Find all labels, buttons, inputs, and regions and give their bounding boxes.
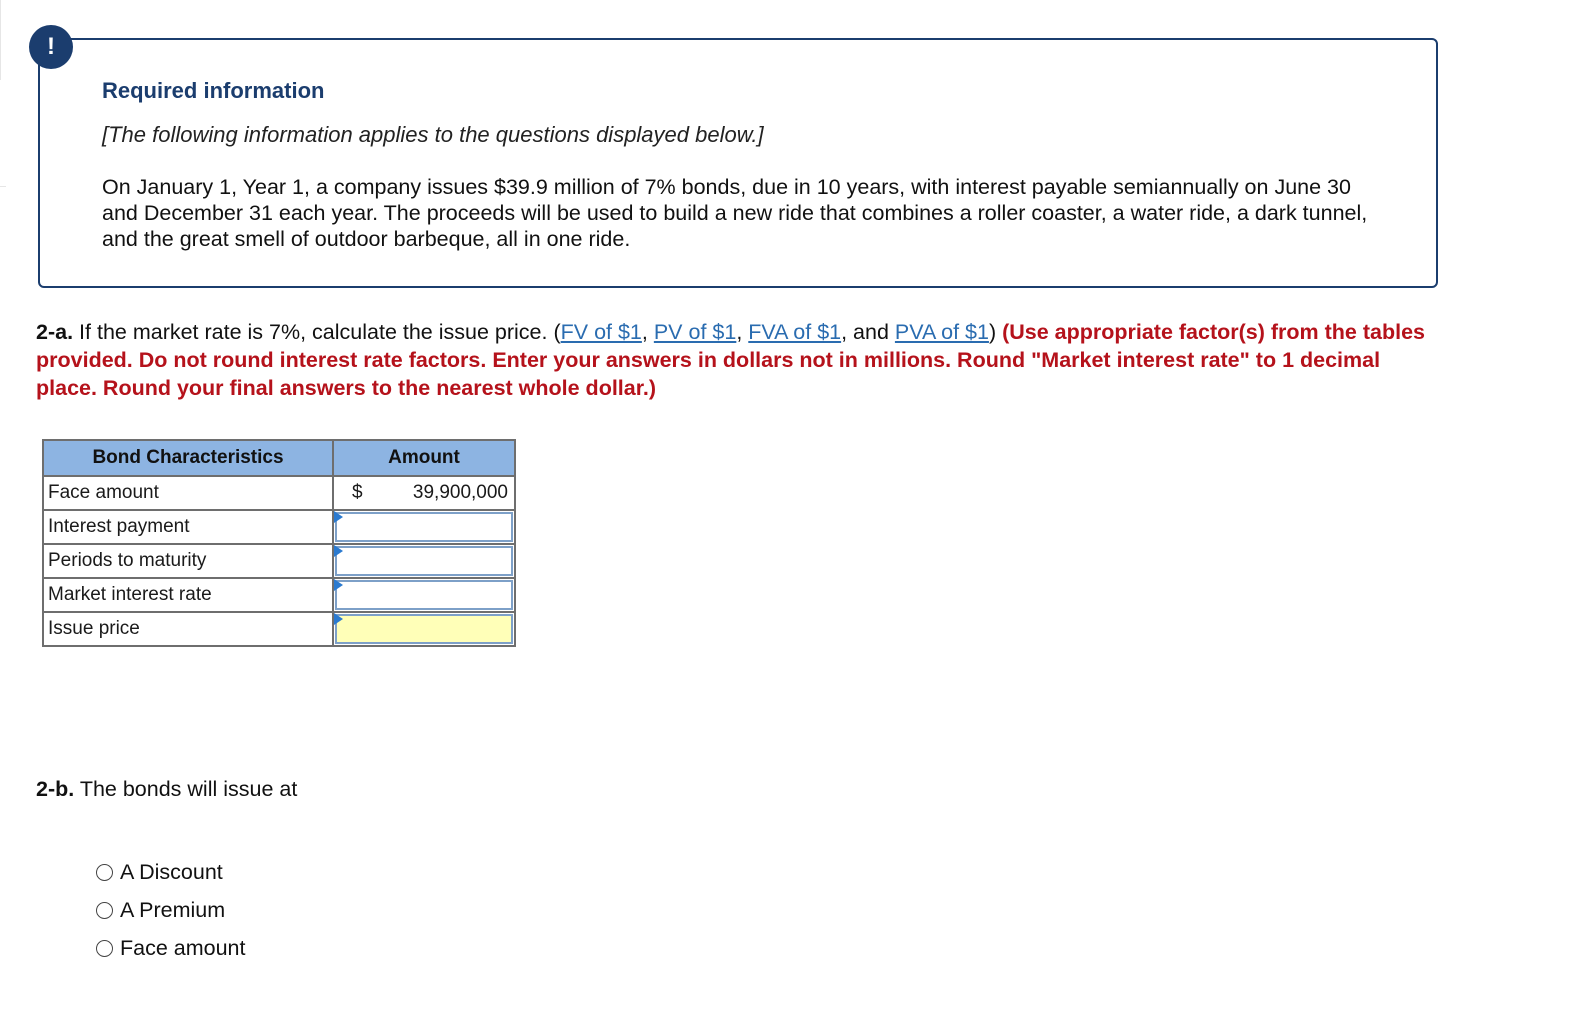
flag-marker-icon: [334, 511, 343, 523]
periods-to-maturity-input[interactable]: [335, 546, 513, 576]
periods-to-maturity-cell: [333, 544, 515, 578]
header-amount: Amount: [333, 440, 515, 476]
exclamation-icon: !: [29, 25, 73, 69]
amount-value: 39,900,000: [412, 482, 508, 503]
radio-button[interactable]: [96, 902, 113, 919]
page-edge-tick: [0, 186, 6, 187]
table-row: [43, 510, 515, 544]
interest-payment-cell: [333, 510, 515, 544]
row-label: Interest payment: [43, 510, 333, 544]
option-discount[interactable]: [96, 853, 245, 891]
radio-button[interactable]: [96, 940, 113, 957]
link-pva-of-1[interactable]: PVA of $1: [894, 320, 989, 344]
row-label: Periods to maturity: [43, 544, 333, 578]
table-row: [43, 544, 515, 578]
row-label: Market interest rate: [43, 578, 333, 612]
row-label: Issue price: [43, 612, 333, 646]
market-interest-rate-cell: [333, 578, 515, 612]
option-label: A Premium: [120, 897, 226, 922]
option-face-amount[interactable]: [96, 929, 245, 967]
bond-characteristics-table: [42, 439, 516, 647]
link-fva-of-1[interactable]: FVA of $1: [748, 320, 842, 344]
question-number: 2-a.: [36, 320, 74, 344]
page-edge-line: [0, 0, 1, 80]
question-2b: [36, 777, 297, 802]
header-bond-characteristics: Bond Characteristics: [43, 440, 333, 476]
market-interest-rate-input[interactable]: [335, 580, 513, 610]
flag-marker-icon: [334, 545, 343, 557]
info-note: [The following information applies to the questions displayed below.]: [102, 122, 764, 147]
question-2a: 2-a. If the market rate is 7%, calculate the issue price. (FV of $1, PV of $1, FVA of $1, and PVA of $1) (Use appropriate factor(s) from the tables provided. Do not round interest rate factors. Enter your answers in dollars not in millions. Round "Market interest rate" to 1 decimal place. Round your final answers to the nearest whole dollar.): [36, 320, 1425, 400]
link-fv-of-1[interactable]: FV of $1: [560, 320, 642, 344]
question-instructions: (Use appropriate factor(s) from the tables provided. Do not round interest rate factors. Enter your answers in dollars not in millions. Round "Market interest rate" to 1 decimal place. Round your final answers to the nearest whole dollar.): [36, 320, 1425, 400]
info-body: On January 1, Year 1, a company issues $39.9 million of 7% bonds, due in 10 years, with interest payable semiannually on June 30 and December 31 each year. The proceeds will be used to build a new ride that combines a roller coaster, a water ride, a dark tunnel, and the great smell of outdoor barbeque, all in one ride.: [102, 175, 1368, 251]
option-premium[interactable]: [96, 891, 245, 929]
question-text: If the market rate is 7%, calculate the issue price.: [79, 320, 548, 344]
issue-price-cell: [333, 612, 515, 646]
table-row: [43, 612, 515, 646]
radio-button[interactable]: [96, 864, 113, 881]
option-label: A Discount: [120, 859, 223, 884]
question-text: The bonds will issue at: [79, 777, 298, 801]
currency-symbol: $: [352, 482, 363, 503]
link-pv-of-1[interactable]: PV of $1: [653, 320, 737, 344]
table-row: [43, 476, 515, 510]
flag-marker-icon: [334, 613, 343, 625]
interest-payment-input[interactable]: [335, 512, 513, 542]
option-label: Face amount: [120, 935, 246, 960]
row-label: Face amount: [43, 476, 333, 510]
info-title: Required information: [102, 78, 325, 103]
face-amount-value: [333, 476, 515, 510]
issue-options: [96, 853, 245, 967]
required-information-box: [38, 38, 1438, 288]
flag-marker-icon: [334, 579, 343, 591]
table-row: [43, 578, 515, 612]
question-number: 2-b.: [36, 777, 75, 801]
issue-price-input[interactable]: [335, 614, 513, 644]
